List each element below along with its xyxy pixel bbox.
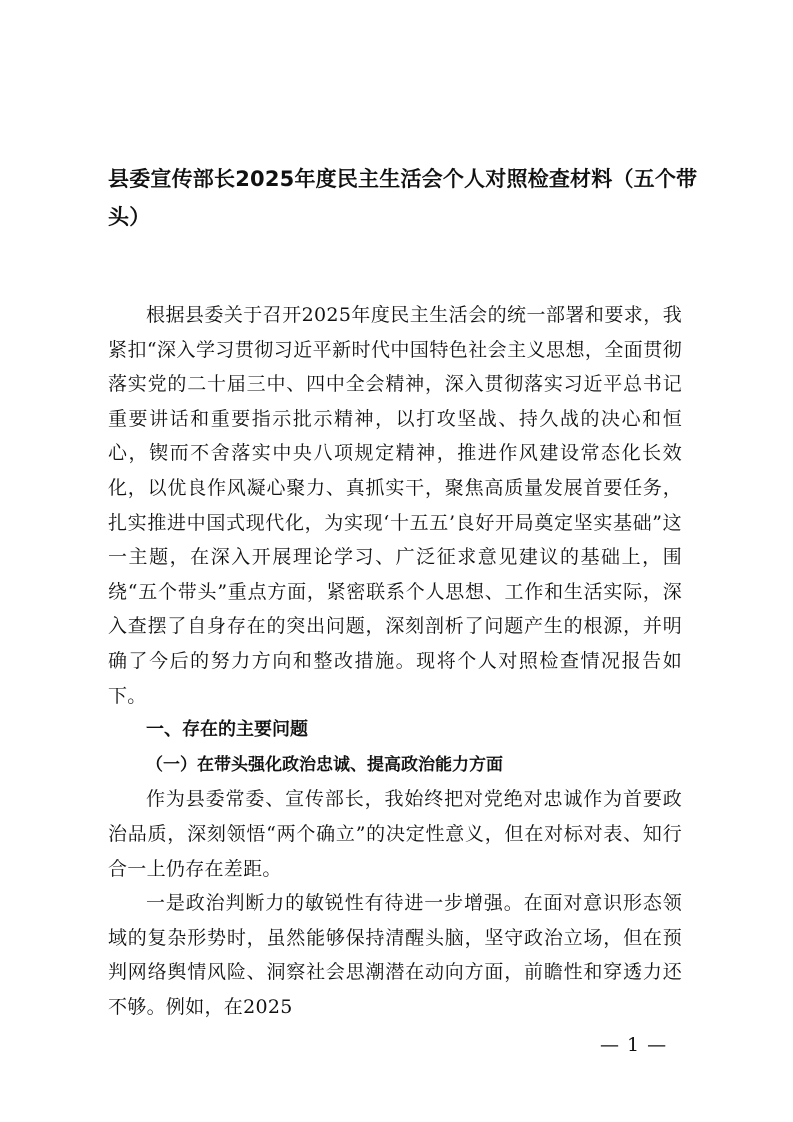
paragraph-loyalty: 作为县委常委、宣传部长，我始终把对党绝对忠诚作为首要政治品质，深刻领悟“两个确立”的决定性意义，但在对标对表、知行合一上仍存在差距。 (108, 788, 682, 880)
subsection-heading: （一）在带头强化政治忠诚、提高政治能力方面 (146, 754, 503, 775)
section-heading: 一、存在的主要问题 (146, 719, 308, 741)
document-title: 县委宣传部长2025年度民主生活会个人对照检查材料（五个带头） (108, 167, 698, 229)
paragraph-judgment: 一是政治判断力的敏锐性有待进一步增强。在面对意识形态领域的复杂形势时，虽然能够保持清醒头脑，坚守政治立场，但在预判网络舆情风险、洞察社会思潮潜在动向方面，前瞻性和穿透力还不够。例如，在2025 (108, 892, 682, 1018)
intro-paragraph: 根据县委关于召开2025年度民主生活会的统一部署和要求，我紧扣“深入学习贯彻习近平新时代中国特色社会主义思想，全面贯彻落实党的二十届三中、四中全会精神，深入贯彻落实习近平总书记重要讲话和重要指示批示精神，以打攻坚战、持久战的决心和恒心，锲而不舍落实中央八项规定精神，推进作风建设常态化长效化，以优良作风凝心聚力、真抓实干，聚焦高质量发展首要任务，扎实推进中国式现代化，为实现‘十五五’良好开局奠定坚实基础”这一主题，在深入开展理论学习、广泛征求意见建议的基础上，围绕“五个带头”重点方面，紧密联系个人思想、工作和生活实际，深入查摆了自身存在的突出问题，深刻剖析了问题产生的根源，并明确了今后的努力方向和整改措施。现将个人对照检查情况报告如下。 (108, 304, 682, 707)
document-body (108, 298, 682, 1024)
page-number: — 1 — (600, 1034, 668, 1056)
